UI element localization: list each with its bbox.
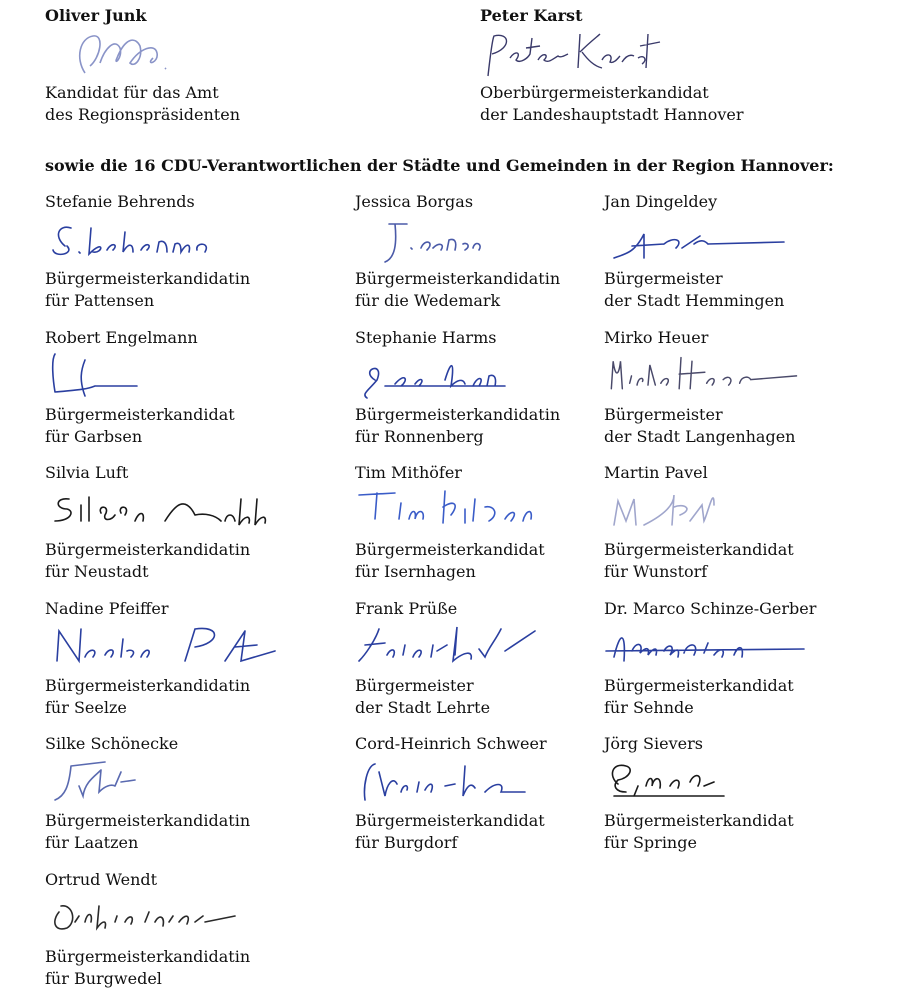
signature-image <box>604 214 844 264</box>
title-line-2: der Stadt Langenhagen <box>604 427 796 446</box>
title-line-2: für Wunstorf <box>604 562 708 581</box>
signature-image <box>45 350 285 400</box>
signatory <box>604 599 817 717</box>
signatory <box>604 463 794 581</box>
title-line-1: Bürgermeisterkandidatin <box>45 811 251 830</box>
title-line-1: Bürgermeisterkandidatin <box>355 405 561 424</box>
signatory-title <box>604 675 794 719</box>
signatory-title <box>355 404 560 448</box>
signatory-name: Cord-Heinrich Schweer <box>355 734 547 753</box>
signatory-title <box>355 268 560 312</box>
signatory-name: Mirko Heuer <box>604 328 709 347</box>
title-line-1: Bürgermeisterkandidat <box>355 811 545 830</box>
signatory <box>45 192 251 310</box>
signatory-oliver-junk <box>45 6 241 124</box>
title-line-1: Bürgermeister <box>604 405 723 424</box>
signature-image <box>45 485 285 535</box>
signatory-title <box>604 539 794 583</box>
title-line-2: der Stadt Lehrte <box>355 698 491 717</box>
signature-image <box>604 756 844 806</box>
signatory-title <box>355 810 545 854</box>
signatory <box>45 870 251 988</box>
title-line-2: für Ronnenberg <box>355 427 484 446</box>
signatory-name: Jessica Borgas <box>355 192 474 211</box>
signatory <box>45 734 251 852</box>
signatory-name: Dr. Marco Schinze-Gerber <box>604 599 817 618</box>
signatory-title <box>45 539 250 583</box>
title-line-2: für Seelze <box>45 698 127 717</box>
title-line-1: Bürgermeisterkandidatin <box>45 540 251 559</box>
signature-image <box>604 350 824 400</box>
title-line-2: für Burgdorf <box>355 833 458 852</box>
signatory-name: Jörg Sievers <box>604 734 703 753</box>
title-line-2: für Springe <box>604 833 697 852</box>
title-line-2: der Stadt Hemmingen <box>604 291 785 310</box>
title-line-2: für Burgwedel <box>45 969 162 988</box>
title-line-2: für die Wedemark <box>355 291 501 310</box>
signatory-title <box>45 946 250 990</box>
signatory-title <box>604 810 794 854</box>
title-line-1: Bürgermeisterkandidatin <box>45 947 251 966</box>
signatory-name: Stephanie Harms <box>355 328 497 347</box>
signatory-title <box>45 810 250 854</box>
signatory-title: Oberbürgermeisterkandidat der Landeshauptstadt Hannover <box>480 83 744 124</box>
title-line-2: für Sehnde <box>604 698 694 717</box>
signatory-name: Silke Schönecke <box>45 734 179 753</box>
signatory <box>355 734 547 852</box>
signatory-name: Ortrud Wendt <box>45 870 158 889</box>
title-line-2: für Neustadt <box>45 562 149 581</box>
title-line-2: für Laatzen <box>45 833 139 852</box>
signatory <box>45 599 251 717</box>
signature-image <box>45 28 205 78</box>
title-line-1: Bürgermeisterkandidatin <box>355 269 561 288</box>
signatory-peter-karst <box>480 6 744 124</box>
signatory <box>604 734 794 852</box>
signatory-title <box>45 404 235 448</box>
title-line-1: Bürgermeister <box>355 676 474 695</box>
signatory-name: Robert Engelmann <box>45 328 198 347</box>
signatory-name: Frank Prüße <box>355 599 458 618</box>
signatory-name: Peter Karst <box>480 6 583 25</box>
signatory-name: Silvia Luft <box>45 463 129 482</box>
signature-image <box>604 621 844 671</box>
signatory-name: Jan Dingeldey <box>604 192 718 211</box>
signatory-name: Stefanie Behrends <box>45 192 195 211</box>
signature-image <box>45 756 285 806</box>
signatory <box>604 192 785 310</box>
signatory <box>45 463 251 581</box>
signature-image <box>45 892 285 942</box>
title-line-1: Bürgermeister <box>604 269 723 288</box>
signature-image <box>355 621 595 671</box>
signatory-title: Kandidat für das Amt des Regionspräsidenten <box>45 83 241 124</box>
signatory-title <box>604 404 795 448</box>
signature-image <box>355 350 595 400</box>
signatory <box>45 328 235 446</box>
title-line-1: Bürgermeisterkandidat <box>45 405 235 424</box>
signatory-title <box>355 539 545 583</box>
signatory <box>355 599 491 717</box>
signatory-title <box>355 675 490 719</box>
title-line-1: Bürgermeisterkandidat <box>604 540 794 559</box>
signatory-name: Tim Mithöfer <box>355 463 462 482</box>
signature-image <box>604 485 844 535</box>
signatory-title <box>604 268 784 312</box>
title-line-2: für Garbsen <box>45 427 143 446</box>
section-heading: sowie die 16 CDU-Verantwortlichen der Städte und Gemeinden in der Region Hannover: <box>45 156 834 175</box>
signature-image <box>355 756 595 806</box>
signatory <box>604 328 796 446</box>
signature-image <box>480 28 670 78</box>
signatory <box>355 463 545 581</box>
signature-image <box>45 621 285 671</box>
signature-image <box>355 214 595 264</box>
signature-image <box>45 214 285 264</box>
title-line-1: Bürgermeisterkandidatin <box>45 676 251 695</box>
title-line-2: für Pattensen <box>45 291 155 310</box>
signature-image <box>355 485 595 535</box>
title-line-1: Bürgermeisterkandidat <box>604 676 794 695</box>
signatory <box>355 192 561 310</box>
signatory-name: Martin Pavel <box>604 463 708 482</box>
signatory-name: Nadine Pfeiffer <box>45 599 169 618</box>
title-line-1: Bürgermeisterkandidat <box>355 540 545 559</box>
signatory-name: Oliver Junk <box>45 6 147 25</box>
signatory-title <box>45 268 250 312</box>
title-line-1: Bürgermeisterkandidat <box>604 811 794 830</box>
signatory-title <box>45 675 250 719</box>
signatory <box>355 328 561 446</box>
title-line-2: für Isernhagen <box>355 562 476 581</box>
title-line-1: Bürgermeisterkandidatin <box>45 269 251 288</box>
